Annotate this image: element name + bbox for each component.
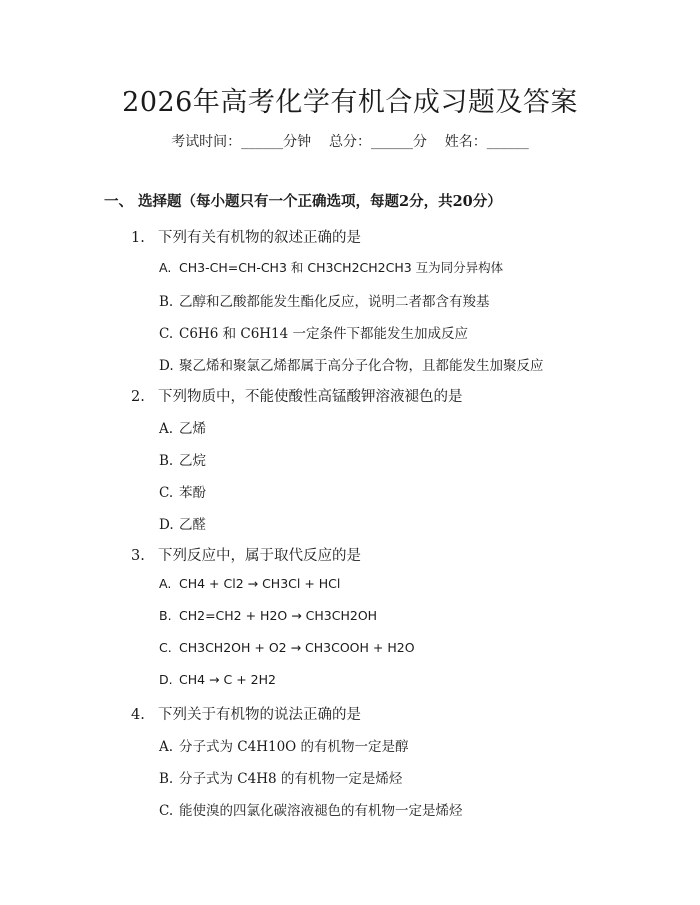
option-3c bbox=[159, 640, 415, 655]
question-number: 3. bbox=[131, 548, 145, 564]
option-2d bbox=[159, 513, 206, 533]
option-label: C. bbox=[159, 485, 174, 501]
question-number: 1. bbox=[131, 230, 145, 246]
option-text: C6H6 和 C6H14 一定条件下都能发生加成反应 bbox=[179, 326, 469, 342]
option-2b bbox=[159, 449, 206, 469]
question-text: 下列反应中，属于取代反应的是 bbox=[158, 548, 361, 564]
option-label: D. bbox=[159, 672, 173, 687]
option-text: CH3-CH=CH-CH3 和 CH3CH2CH2CH3 互为同分异构体 bbox=[179, 260, 504, 275]
exam-info-line: 考试时间：______分钟 总分：______分 姓名：______ bbox=[171, 134, 529, 150]
question-2 bbox=[131, 385, 463, 406]
option-text: CH4 → C + 2H2 bbox=[179, 672, 276, 687]
option-2c bbox=[159, 481, 206, 501]
option-4a bbox=[159, 735, 409, 755]
question-number: 4. bbox=[131, 707, 145, 723]
option-text: 苯酚 bbox=[179, 485, 206, 501]
option-2a bbox=[159, 417, 206, 437]
option-label: C. bbox=[159, 640, 172, 655]
question-text: 下列关于有机物的说法正确的是 bbox=[158, 707, 361, 723]
option-text: 分子式为 C4H8 的有机物一定是烯烃 bbox=[179, 771, 403, 787]
option-3b bbox=[159, 608, 377, 623]
section-heading bbox=[104, 190, 502, 211]
option-label: B. bbox=[159, 453, 174, 469]
option-1c bbox=[159, 322, 468, 342]
option-text: CH3CH2OH + O2 → CH3COOH + H2O bbox=[179, 640, 415, 655]
option-label: C. bbox=[159, 803, 174, 819]
option-text: CH2=CH2 + H2O → CH3CH2OH bbox=[179, 608, 378, 623]
option-text: 分子式为 C4H10O 的有机物一定是醇 bbox=[179, 739, 409, 755]
option-label: B. bbox=[159, 294, 174, 310]
option-text: 聚乙烯和聚氯乙烯都属于高分子化合物，且都能发生加聚反应 bbox=[179, 358, 544, 374]
option-text: 能使溴的四氯化碳溶液褪色的有机物一定是烯烃 bbox=[179, 803, 463, 819]
page-title: 2026年高考化学有机合成习题及答案 bbox=[122, 87, 578, 118]
option-label: A. bbox=[159, 260, 172, 275]
option-1d bbox=[159, 354, 544, 374]
option-3d bbox=[159, 672, 276, 687]
option-text: CH4 + Cl2 → CH3Cl + HCl bbox=[179, 576, 341, 591]
question-1 bbox=[131, 226, 361, 247]
question-text: 下列有关有机物的叙述正确的是 bbox=[158, 230, 361, 246]
question-number: 2. bbox=[131, 389, 145, 405]
option-1a bbox=[159, 258, 503, 276]
question-text: 下列物质中，不能使酸性高锰酸钾溶液褪色的是 bbox=[158, 389, 463, 405]
option-label: D. bbox=[159, 358, 174, 374]
option-label: C. bbox=[159, 326, 174, 342]
option-text: 乙醇和乙酸都能发生酯化反应，说明二者都含有羧基 bbox=[179, 294, 490, 310]
option-4b bbox=[159, 767, 402, 787]
option-text: 乙烷 bbox=[179, 453, 206, 469]
option-1b bbox=[159, 290, 490, 310]
option-label: A. bbox=[159, 739, 174, 755]
option-label: D. bbox=[159, 517, 174, 533]
option-text: 乙烯 bbox=[179, 421, 206, 437]
option-label: B. bbox=[159, 771, 174, 787]
section-title: 选择题（每小题只有一个正确选项，每题2分，共20分） bbox=[138, 193, 502, 210]
option-label: A. bbox=[159, 576, 172, 591]
option-text: 乙醛 bbox=[179, 517, 206, 533]
option-label: A. bbox=[159, 421, 174, 437]
option-label: B. bbox=[159, 608, 172, 623]
option-4c bbox=[159, 799, 463, 819]
question-3 bbox=[131, 544, 361, 565]
option-3a bbox=[159, 576, 340, 591]
question-4 bbox=[131, 703, 361, 724]
section-number: 一、 bbox=[104, 193, 133, 210]
